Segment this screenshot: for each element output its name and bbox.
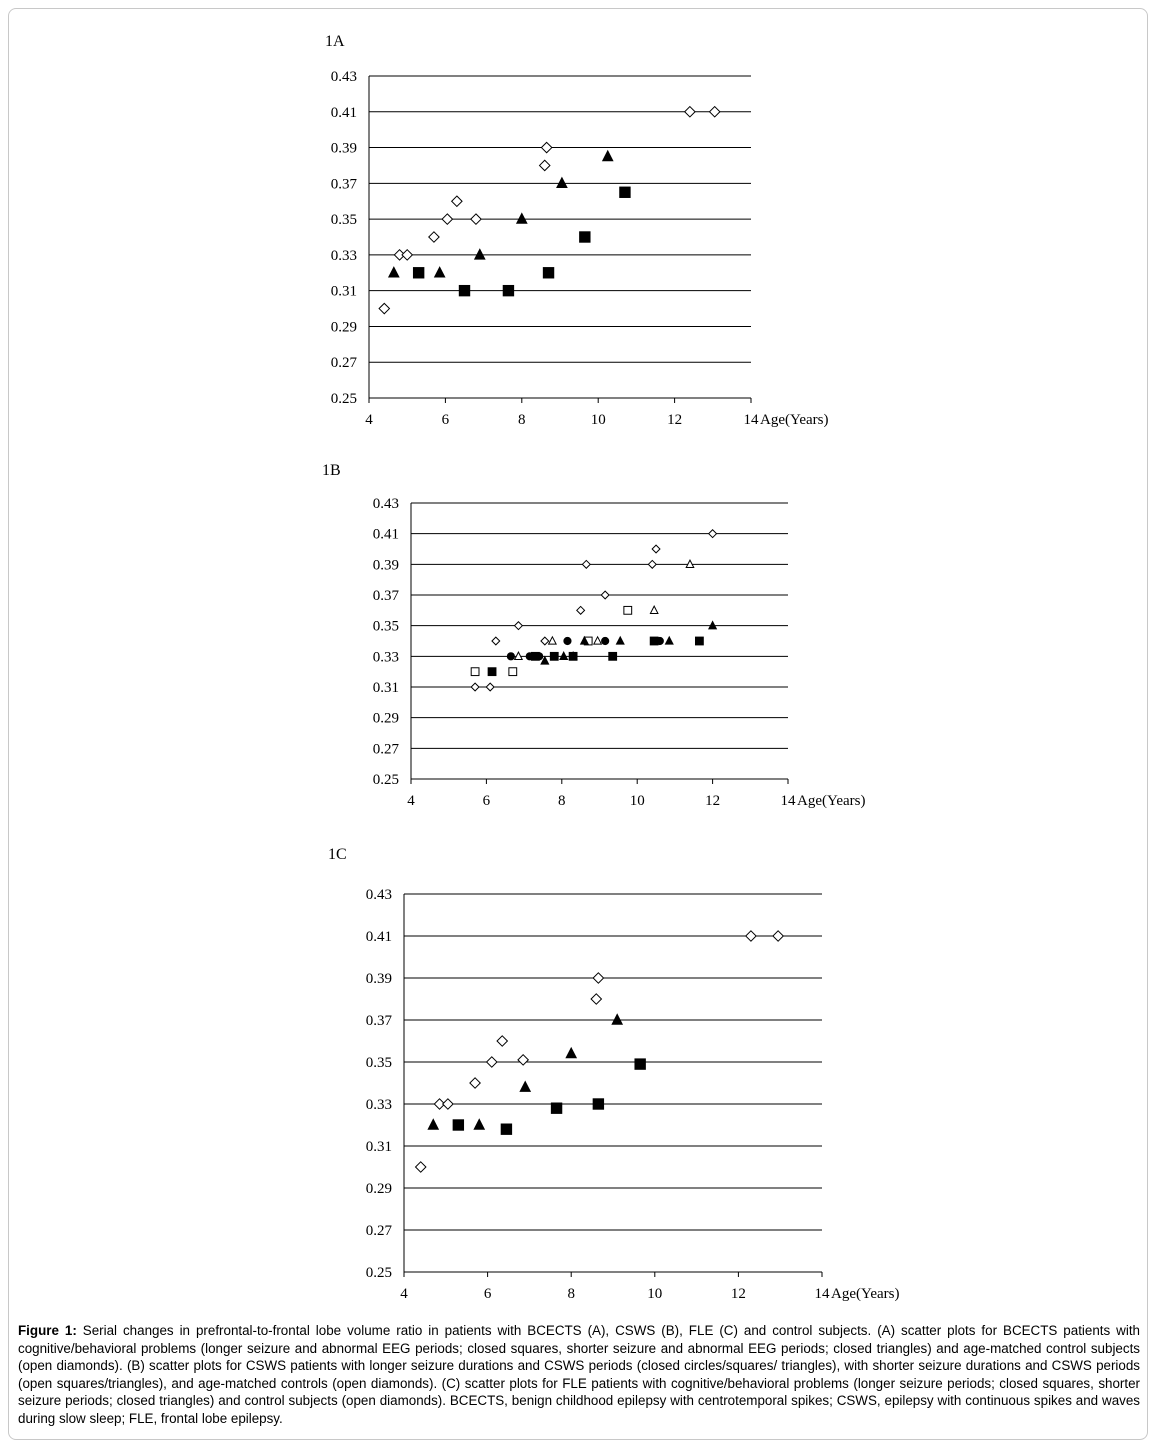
data-point-open-diamond bbox=[541, 142, 551, 152]
data-point-closed-triangle bbox=[612, 1014, 622, 1024]
y-tick-label: 0.35 bbox=[372, 618, 399, 635]
data-point-closed-triangle bbox=[517, 214, 527, 224]
y-tick-label: 0.29 bbox=[330, 319, 357, 336]
data-point-open-diamond bbox=[709, 530, 717, 538]
y-tick-label: 0.31 bbox=[365, 1139, 392, 1155]
data-point-closed-square bbox=[413, 268, 423, 278]
data-point-open-triangle bbox=[650, 606, 658, 613]
panel-label: 1A bbox=[325, 33, 345, 50]
data-point-open-diamond bbox=[497, 1036, 507, 1046]
data-point-closed-square bbox=[543, 268, 553, 278]
data-point-open-diamond bbox=[470, 1078, 480, 1088]
data-point-closed-triangle bbox=[566, 1048, 576, 1058]
x-tick-label: 14 bbox=[814, 1286, 830, 1302]
data-point-open-diamond bbox=[515, 622, 523, 630]
data-point-open-diamond bbox=[648, 560, 656, 568]
data-point-open-diamond bbox=[601, 591, 609, 599]
data-point-closed-square bbox=[532, 652, 540, 660]
y-tick-label: 0.43 bbox=[365, 887, 392, 903]
x-tick-label: 4 bbox=[407, 793, 415, 809]
data-point-closed-triangle bbox=[616, 637, 624, 644]
x-tick-label: 12 bbox=[730, 1286, 746, 1302]
y-tick-label: 0.37 bbox=[365, 1013, 392, 1029]
data-point-open-diamond bbox=[591, 994, 601, 1004]
data-point-open-diamond bbox=[773, 931, 783, 941]
chart-panel-1A bbox=[325, 33, 828, 428]
data-point-closed-triangle bbox=[709, 621, 717, 628]
y-tick-label: 0.27 bbox=[365, 1223, 392, 1239]
data-point-closed-triangle bbox=[520, 1082, 530, 1092]
data-point-open-triangle bbox=[594, 637, 602, 644]
data-point-open-diamond bbox=[710, 107, 720, 117]
x-tick-label: 8 bbox=[558, 793, 566, 809]
panel-label: 1B bbox=[322, 462, 341, 479]
data-point-closed-triangle bbox=[603, 151, 613, 161]
data-point-closed-square bbox=[569, 652, 577, 660]
data-point-closed-square bbox=[609, 652, 617, 660]
data-point-open-diamond bbox=[429, 232, 439, 242]
x-tick-label: 10 bbox=[590, 412, 606, 428]
data-point-open-triangle bbox=[515, 652, 523, 659]
y-tick-label: 0.35 bbox=[330, 212, 357, 229]
data-point-open-diamond bbox=[471, 214, 481, 224]
data-point-closed-square bbox=[459, 285, 469, 295]
y-tick-label: 0.25 bbox=[372, 772, 399, 788]
x-tick-label: 12 bbox=[667, 412, 683, 428]
data-point-closed-square bbox=[620, 187, 630, 197]
data-point-closed-circle bbox=[564, 637, 571, 644]
x-tick-label: 14 bbox=[780, 793, 796, 809]
data-point-open-triangle bbox=[686, 560, 694, 567]
data-point-closed-square bbox=[551, 1103, 561, 1113]
chart-panel-1B bbox=[322, 462, 865, 809]
y-tick-label: 0.41 bbox=[330, 104, 357, 121]
data-point-closed-triangle bbox=[475, 249, 485, 259]
caption-label: Figure 1: bbox=[18, 1323, 77, 1338]
x-tick-label: 8 bbox=[567, 1286, 575, 1302]
data-point-closed-triangle bbox=[435, 267, 445, 277]
figure-caption bbox=[18, 1322, 1140, 1427]
y-tick-label: 0.39 bbox=[330, 140, 357, 157]
x-tick-label: 8 bbox=[518, 412, 526, 428]
data-point-open-diamond bbox=[486, 683, 494, 691]
data-point-open-diamond bbox=[442, 214, 452, 224]
data-point-closed-square bbox=[650, 637, 658, 645]
data-point-open-diamond bbox=[582, 560, 590, 568]
x-tick-label: 10 bbox=[629, 793, 645, 809]
y-tick-label: 0.31 bbox=[330, 283, 357, 300]
y-tick-label: 0.25 bbox=[330, 391, 357, 407]
data-point-closed-triangle bbox=[665, 637, 673, 644]
y-tick-label: 0.41 bbox=[365, 929, 392, 945]
y-tick-label: 0.29 bbox=[365, 1181, 392, 1197]
data-point-closed-triangle bbox=[428, 1119, 438, 1129]
data-point-open-diamond bbox=[540, 160, 550, 170]
data-point-closed-triangle bbox=[474, 1119, 484, 1129]
x-tick-label: 6 bbox=[441, 412, 450, 428]
data-point-open-diamond bbox=[452, 196, 462, 206]
y-tick-label: 0.43 bbox=[330, 69, 357, 85]
data-point-closed-square bbox=[696, 637, 704, 645]
y-tick-label: 0.41 bbox=[372, 526, 399, 543]
data-point-closed-triangle bbox=[389, 267, 399, 277]
y-tick-label: 0.27 bbox=[372, 741, 399, 758]
data-point-closed-square bbox=[453, 1120, 463, 1130]
data-point-open-diamond bbox=[379, 303, 389, 313]
y-tick-label: 0.37 bbox=[330, 176, 357, 193]
x-tick-label: 4 bbox=[400, 1286, 408, 1302]
x-tick-label: 10 bbox=[647, 1286, 663, 1302]
data-point-open-diamond bbox=[652, 545, 660, 553]
y-tick-label: 0.29 bbox=[372, 710, 399, 727]
y-tick-label: 0.37 bbox=[372, 588, 399, 604]
x-tick-label: 6 bbox=[482, 793, 491, 809]
data-point-open-diamond bbox=[416, 1162, 426, 1172]
data-point-open-square bbox=[471, 668, 479, 676]
data-point-open-square bbox=[509, 668, 517, 676]
y-tick-label: 0.43 bbox=[372, 496, 399, 512]
y-tick-label: 0.25 bbox=[365, 1265, 392, 1281]
x-axis-label: Age(Years) bbox=[831, 1286, 900, 1302]
data-point-closed-square bbox=[501, 1124, 511, 1134]
data-point-open-diamond bbox=[518, 1055, 528, 1065]
data-point-closed-triangle bbox=[560, 652, 568, 659]
data-point-closed-square bbox=[635, 1059, 645, 1069]
data-point-open-diamond bbox=[492, 637, 500, 645]
data-point-open-diamond bbox=[402, 250, 412, 260]
x-tick-label: 6 bbox=[483, 1286, 492, 1302]
data-point-open-diamond bbox=[685, 107, 695, 117]
data-point-closed-square bbox=[593, 1099, 603, 1109]
y-tick-label: 0.39 bbox=[365, 971, 392, 987]
data-point-closed-circle bbox=[507, 653, 514, 660]
panel-label: 1C bbox=[328, 846, 347, 863]
y-tick-label: 0.33 bbox=[372, 649, 399, 666]
y-tick-label: 0.31 bbox=[372, 680, 399, 696]
data-point-closed-square bbox=[580, 232, 590, 242]
x-tick-label: 14 bbox=[743, 412, 759, 428]
x-axis-label: Age(Years) bbox=[797, 793, 866, 809]
y-tick-label: 0.39 bbox=[372, 557, 399, 574]
y-tick-label: 0.33 bbox=[365, 1097, 392, 1113]
caption-text: Serial changes in prefrontal-to-frontal lobe volume ratio in patients with BCECTS (A), CSWS (B), FLE (C) and control subjects. (A) scatter plots for BCECTS patients with cognitive/behavioral problems (longer seizure and abnormal EEG periods; closed squares, shorter seizure and abnormal EEG periods; closed triangles) and age-matched control subjects (open diamonds). (B) scatter plots for CSWS patients with longer seizure durations and CSWS periods (closed circles/squares/ triangles), with shorter seizure durations and CSWS periods (open squares/triangles), and age-matched controls (open diamonds). (C) scatter plots for FLE patients with cognitive/behavioral problems (longer seizure periods; closed squares, shorter seizure periods; closed triangles) and control subjects (open diamonds). BCECTS, benign childhood epilepsy with centrotemporal spikes; CSWS, epilepsy with continuous spikes and waves during slow sleep; FLE, frontal lobe epilepsy. bbox=[18, 1323, 1140, 1426]
data-point-open-diamond bbox=[471, 683, 479, 691]
data-point-open-diamond bbox=[541, 637, 549, 645]
x-tick-label: 12 bbox=[705, 793, 721, 809]
data-point-open-diamond bbox=[487, 1057, 497, 1067]
data-point-closed-triangle bbox=[557, 178, 567, 188]
x-tick-label: 4 bbox=[365, 412, 373, 428]
data-point-open-diamond bbox=[593, 973, 603, 983]
data-point-closed-square bbox=[503, 285, 513, 295]
data-point-open-diamond bbox=[577, 606, 585, 614]
data-point-open-diamond bbox=[746, 931, 756, 941]
data-point-open-triangle bbox=[549, 637, 557, 644]
data-point-closed-square bbox=[488, 668, 496, 676]
y-tick-label: 0.35 bbox=[365, 1055, 392, 1071]
y-tick-label: 0.27 bbox=[330, 355, 357, 372]
data-point-open-square bbox=[624, 606, 632, 614]
y-tick-label: 0.33 bbox=[330, 247, 357, 264]
chart-panel-1C bbox=[328, 846, 899, 1302]
x-axis-label: Age(Years) bbox=[760, 412, 829, 428]
data-point-closed-square bbox=[550, 652, 558, 660]
data-point-closed-circle bbox=[602, 637, 609, 644]
data-point-open-diamond bbox=[443, 1099, 453, 1109]
